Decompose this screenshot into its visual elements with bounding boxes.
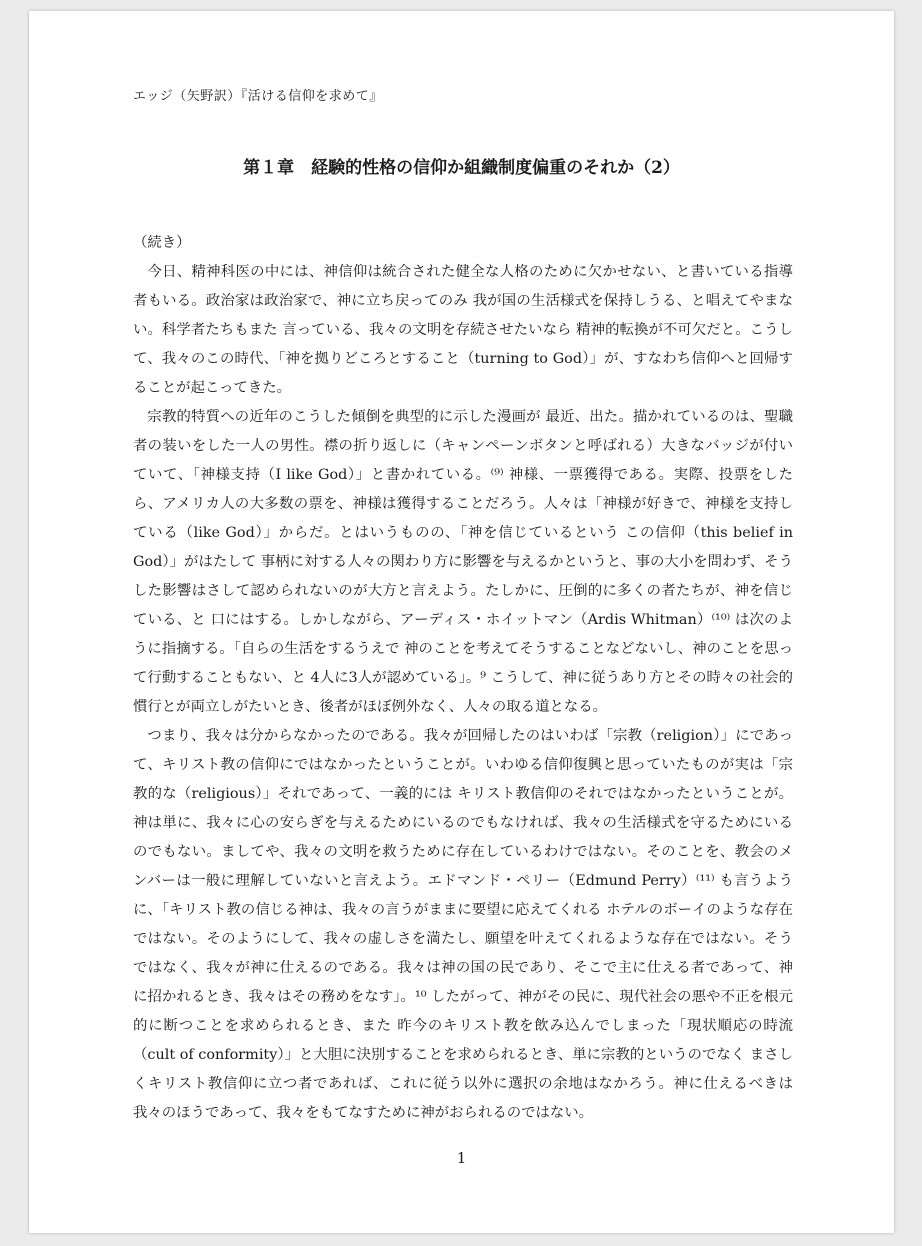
document-page [29,11,894,1233]
paragraph: 今日、精神科医の中には、神信仰は統合された健全な人格のために欠かせない、と書いている指導者もいる。政治家は政治家で、神に立ち戻ってのみ 我が国の生活様式を保持しうる、と唱えてやまない。科学者たちもまた 言っている、我々の文明を存続させたいなら 精神的転換が不可欠だと。こうして、我々のこの時代、「神を拠りどころとすること（turning to God）」が、すなわち信仰へと回帰することが起こってきた。 [133,264,793,396]
paragraph: つまり、我々は分からなかったのである。我々が回帰したのはいわば「宗教（religion）」にであって、キリスト教の信仰にではなかったということが。いわゆる信仰復興と思っていたものが実は「宗教的な（religious）」それであって、一義的には キリスト教信仰のそれではなかったということが。神は単に、我々に心の安らぎを与えるためにいるのでもなければ、我々の生活様式を守るためにいるのでもない。ましてや、我々の文明を救うために存在しているわけではない。そのことを、教会のメンバーは一般に理解していないと言えよう。エドマンド・ペリー（Edmund Perry）⁽¹¹⁾ も言うように、「キリスト教の信じる神は、我々の言うがままに要望に応えてくれる ホテルのボーイのような存在ではない。そのようにして、我々の虚しさを満たし、願望を叶えてくれるような存在ではない。そうではなく、我々が神に仕えるのである。我々は神の国の民であり、そこで主に仕える者であって、神に招かれるとき、我々はその務めをなす」。¹⁰ したがって、神がその民に、現代社会の悪や不正を根元的に断つことを求められるとき、また 昨今のキリスト教を飲み込んでしまった「現状順応の時流（cult of conformity）」と大胆に決別することを求められるとき、単に宗教的というのでなく まさしくキリスト教信仰に立つ者であれば、これに従う以外に選択の余地はなかろう。神に仕えるべきは我々のほうであって、我々をもてなすために神がおられるのではない。 [133,728,793,1121]
continuation-label: （続き） [133,235,191,251]
chapter-title: 第１章 経験的性格の信仰か組織制度偏重のそれか（2） [243,158,680,178]
body-text [133,229,793,1128]
running-head: エッジ（矢野訳）『活ける信仰を求めて』 [133,89,383,104]
page-number: 1 [456,1149,467,1167]
paragraph: 宗教的特質への近年のこうした傾倒を典型的に示した漫画が 最近、出た。描かれているのは、聖職者の装いをした一人の男性。襟の折り返しに（キャンペーンボタンと呼ばれる）大きなバッジが付いていて、「神様支持（I like God）」と書かれている。⁽⁹⁾ 神様、一票獲得である。実際、投票をしたら、アメリカ人の大多数の票を、神様は獲得することだろう。人々は「神様が好きで、神様を支持している（like God）」からだ。とはいうものの、「神を信じているという この信仰（this belief in God）」がはたして 事柄に対する人々の関わり方に影響を与えるかというと、事の大小を問わず、そうした影響はさして認められないのが大方と言えよう。たしかに、圧倒的に多くの者たちが、神を信じている、と 口にはする。しかしながら、アーディス・ホイットマン（Ardis Whitman）⁽¹⁰⁾ は次のように指摘する。「自らの生活をするうえで 神のことを考えてそうすることなどないし、神のことを思って行動することもない、と 4人に3人が認めている」。⁹ こうして、神に従うあり方とその時々の社会的慣行とが両立しがたいとき、後者がほぼ例外なく、人々の取る道となる。 [133,409,793,715]
